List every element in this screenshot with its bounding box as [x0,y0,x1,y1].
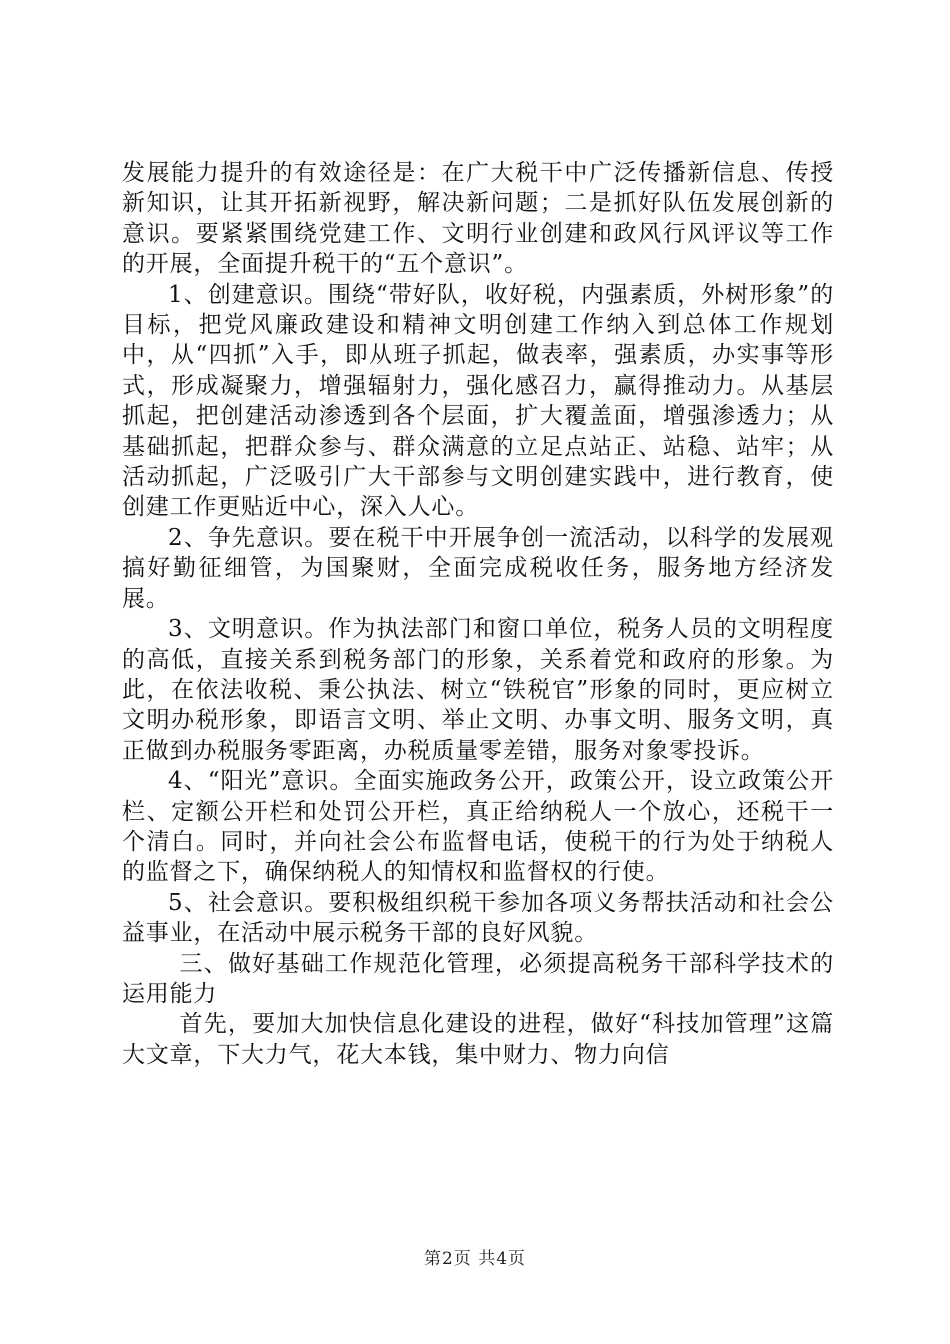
paragraph-item-3-civility-awareness: 3、文明意识。作为执法部门和窗口单位，税务人员的文明程度的高低，直接关系到税务部门的形象，关系着党和政府的形象。为此，在依法收税、秉公执法、树立“铁税官”形象的同时，更应树立文明办税形象，即语言文明、举止文明、办事文明、服务文明，真正做到办税服务零距离，办税质量零差错，服务对象零投诉。 [122,616,834,764]
paragraph-item-5-social-awareness: 5、社会意识。要积极组织税干参加各项义务帮扶活动和社会公益事业，在活动中展示税务干部的良好风貌。 [122,889,834,947]
paragraph-item-1-creation-awareness: 1、创建意识。围绕“带好队，收好税，内强素质，外树形象”的目标，把党风廉政建设和精神文明创建工作纳入到总体工作规划中，从“四抓”入手，即从班子抓起，做表率，强素质，办实事等形式，形成凝聚力，增强辐射力，强化感召力，赢得推动力。从基层抓起，把创建活动渗透到各个层面，扩大覆盖面，增强渗透力；从基础抓起，把群众参与、群众满意的立足点站正、站稳、站牢；从活动抓起，广泛吸引广大干部参与文明创建实践中，进行教育，使创建工作更贴近中心，深入人心。 [122,281,834,521]
document-body [122,158,834,1070]
paragraph-item-4-sunshine-awareness: 4、“阳光”意识。全面实施政务公开，政策公开，设立政策公开栏、定额公开栏和处罚公开栏，真正给纳税人一个放心，还税干一个清白。同时，并向社会公布监督电话，使税干的行为处于纳税人的监督之下，确保纳税人的知情权和监督权的行使。 [122,768,834,886]
paragraph-intro-continuation: 发展能力提升的有效途径是：在广大税干中广泛传播新信息、传授新知识，让其开拓新视野，解决新问题；二是抓好队伍发展创新的意识。要紧紧围绕党建工作、文明行业创建和政风行风评议等工作的开展，全面提升税干的“五个意识”。 [122,160,834,278]
paragraph-item-2-competition-awareness: 2、争先意识。要在税干中开展争创一流活动，以科学的发展观搞好勤征细管，为国聚财，全面完成税收任务，服务地方经济发展。 [122,524,834,612]
section-heading-three: 三、做好基础工作规范化管理，必须提高税务干部科学技术的运用能力 [122,950,834,1007]
paragraph-firstly: 首先，要加大加快信息化建设的进程，做好“科技加管理”这篇大文章，下大力气，花大本钱，集中财力、物力向信 [122,1011,834,1068]
page-number-footer: 第2页 共4页 [423,1249,527,1269]
